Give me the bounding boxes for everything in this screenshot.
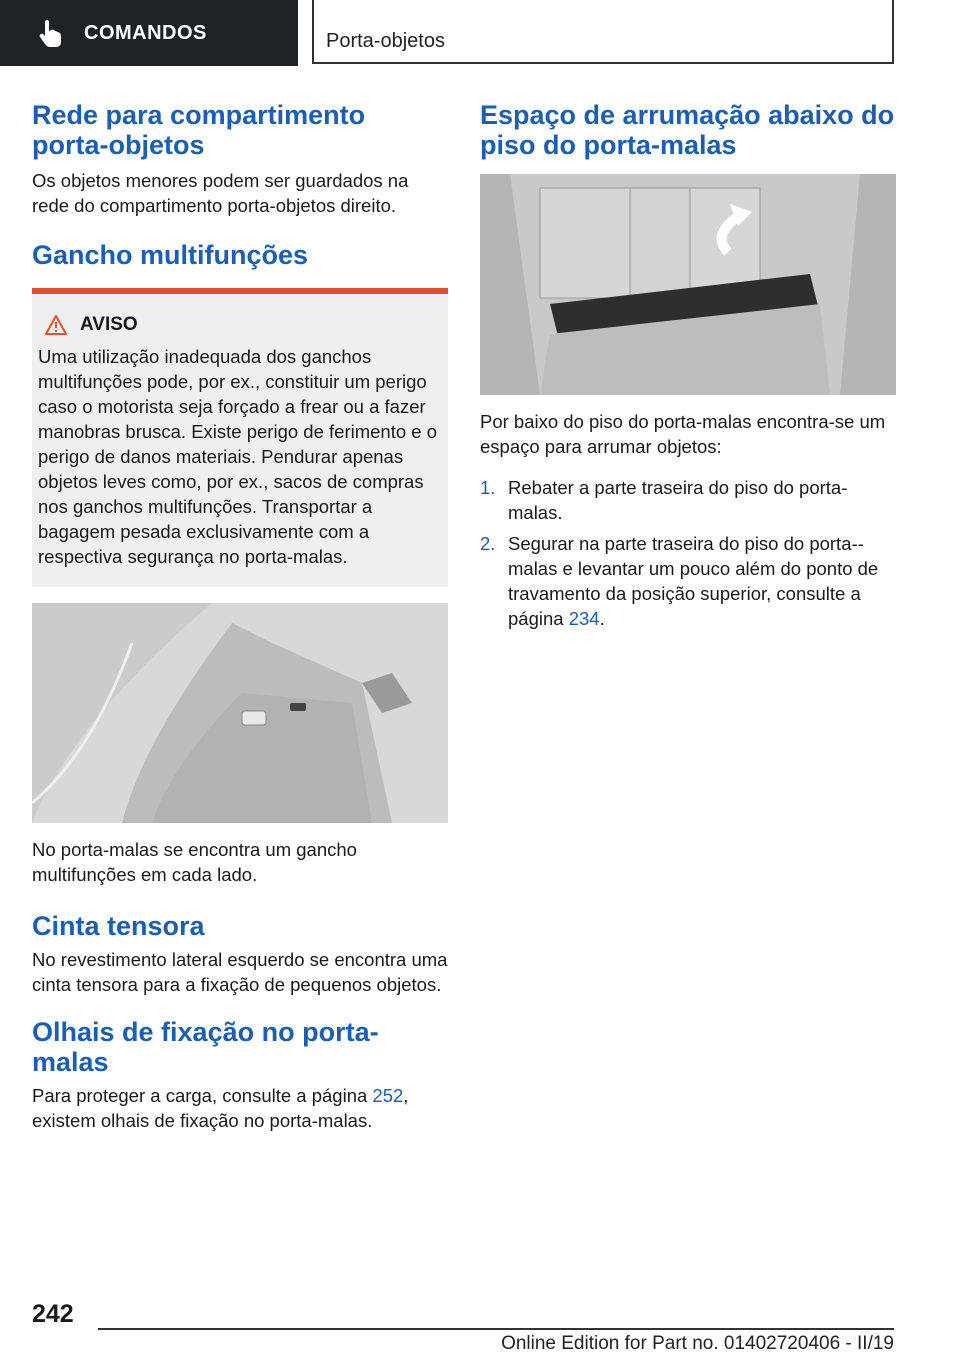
trunk-floor-illustration — [480, 174, 896, 395]
list-item — [480, 475, 896, 525]
heading-hook: Gancho multifunções — [32, 240, 309, 270]
hook-caption: No porta-malas se encontra um gancho multifunções em cada lado. — [32, 839, 357, 885]
warning-text: Uma utilização inadequada dos ganchos multifunções pode, por ex., constituir um perigo caso o motorista seja forçado a frear ou a fazer manobras brusca. Existe perigo de ferimento e o perigo de danos materiais. Pendurar apenas objetos leves como, por ex., sacos de compras nos ganchos multifunções. Transportar a bagagem pesada exclusivamente com a respectiva segurança no porta-malas. — [38, 346, 437, 567]
list-item — [480, 531, 896, 631]
trunk-side-illustration — [32, 603, 448, 823]
page-number: 242 — [32, 1300, 74, 1328]
text-eyes-after: , existem olhais de fixação no porta-malas. — [32, 1085, 409, 1131]
text-strap: No revestimento lateral esquerdo se encontra uma cinta tensora para a fixação de pequenos objetos. — [32, 949, 448, 995]
section-tab[interactable] — [0, 0, 298, 66]
footer-edition: Online Edition for Part no. 01402720406 - II/19 — [501, 1333, 894, 1354]
storage-intro: Por baixo do piso do porta-malas encontra-se um espaço para arrumar objetos: — [480, 411, 886, 457]
warning-box — [32, 288, 448, 587]
warning-title: AVISO — [80, 314, 138, 335]
step-text: Rebater a parte traseira do piso do porta-malas. — [508, 477, 848, 523]
heading-storage: Espaço de arrumação abaixo do piso do porta-malas — [480, 100, 895, 160]
page-link-252[interactable]: 252 — [372, 1085, 404, 1106]
storage-photo — [480, 174, 896, 395]
step-text-after: . — [599, 608, 605, 629]
step-text: Segurar na parte traseira do piso do porta--malas e levantar um pouco além do ponto de travamento da posição superior, consulte a página — [508, 533, 879, 629]
steps-list — [480, 475, 896, 631]
hand-pointer-icon — [36, 18, 64, 48]
heading-strap: Cinta tensora — [32, 911, 205, 941]
step-number: 2. — [480, 533, 496, 554]
chapter-box — [312, 0, 894, 64]
left-column — [32, 100, 448, 1133]
section-label: COMANDOS — [84, 21, 207, 44]
warning-triangle-icon — [44, 314, 68, 336]
heading-net: Rede para compartimento porta-objetos — [32, 100, 366, 160]
text-eyes — [32, 1083, 448, 1133]
step-number: 1. — [480, 477, 496, 498]
page-link-234[interactable]: 234 — [568, 608, 600, 629]
hook-photo — [32, 603, 448, 823]
text-eyes-before: Para proteger a carga, consulte a página — [32, 1085, 373, 1106]
text-net: Os objetos menores podem ser guardados na rede do compartimento porta-objetos direito. — [32, 170, 409, 216]
heading-eyes: Olhais de fixação no porta-malas — [32, 1017, 379, 1077]
right-column — [480, 100, 896, 637]
footer-divider — [98, 1328, 894, 1330]
hook-fixture — [242, 711, 266, 725]
page-header — [0, 0, 960, 66]
chapter-title: Porta-objetos — [326, 30, 445, 52]
